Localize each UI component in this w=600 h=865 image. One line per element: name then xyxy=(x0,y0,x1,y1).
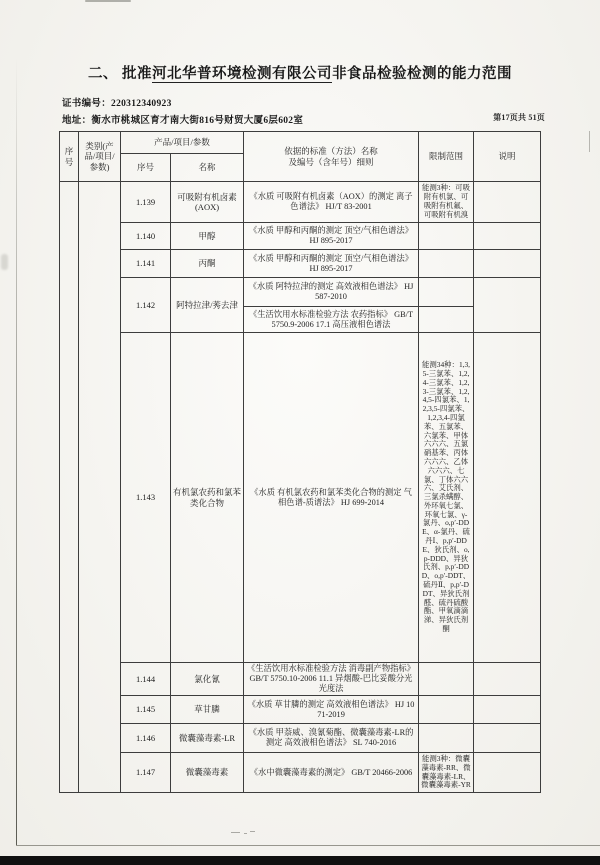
standard-cell: 《水质 可吸附有机卤素（AOX）的测定 离子色谱法》 HJ/T 83-2001 xyxy=(244,182,419,223)
seq-cell: 1.143 xyxy=(121,333,171,663)
certificate-number-label: 证书编号： xyxy=(62,99,112,109)
standard-cell: 《水质 阿特拉津的测定 高效液相色谱法》 HJ 587-2010 xyxy=(244,278,419,307)
seq-cell: 1.147 xyxy=(121,753,171,793)
table-row xyxy=(60,753,541,793)
scan-top-smudge xyxy=(85,0,131,2)
scan-bottom-page-edge xyxy=(16,845,600,846)
limit-cell xyxy=(419,250,474,278)
limit-cell xyxy=(419,663,474,696)
seq-cell: 1.141 xyxy=(121,250,171,278)
header-note: 说明 xyxy=(474,132,541,182)
table-header-row-1 xyxy=(60,132,541,154)
header-standard-line1: 依据的标准（方法）名称 xyxy=(284,146,378,156)
standard-cell: 《生活饮用水标准检验方法 消毒副产物指标》 GB/T 5750.10-2006 11.1 异烟酸-巴比妥酸分光光度法 xyxy=(244,663,419,696)
name-cell: 氯化氰 xyxy=(171,663,244,696)
name-cell: 可吸附有机卤素 (AOX) xyxy=(171,182,244,223)
seq-cell: 1.144 xyxy=(121,663,171,696)
table-row xyxy=(60,696,541,724)
scan-smudge xyxy=(1,254,8,270)
table-row xyxy=(60,724,541,753)
header-product-group: 产品/项目/参数 xyxy=(121,132,244,154)
limit-cell xyxy=(419,278,474,307)
capability-table xyxy=(59,131,541,793)
note-cell xyxy=(474,182,541,223)
address-value: 衡水市桃城区育才南大街816号财贸大厦6层602室 xyxy=(91,116,304,126)
title-prefix: 二、 批准 xyxy=(87,66,153,82)
limit-cell xyxy=(419,724,474,753)
seq-cell: 1.140 xyxy=(121,223,171,250)
body-seq-column-empty xyxy=(60,182,79,793)
limit-cell: 能测3种：可吸附有机氯、可吸附有机氟、可吸附有机溴 xyxy=(419,182,474,223)
header-standard xyxy=(244,132,419,182)
table-row xyxy=(60,333,541,663)
title-suffix: 非食品检验检测的能力范围 xyxy=(332,66,513,82)
note-cell xyxy=(474,278,541,333)
address-line xyxy=(62,112,303,126)
pencil-marks xyxy=(231,830,257,835)
note-cell xyxy=(474,333,541,663)
page-title xyxy=(0,62,600,83)
header-sub-seq: 序号 xyxy=(121,154,171,182)
limit-cell: 能测34种：1,3,5-三氯苯、1,2,4-三氯苯、1,2,3-三氯苯、1,2,4,5-四氯苯、1,2,3,5-四氯苯、1,2,3,4-四氯苯、五氯苯、六氯苯、甲体六六六、五氯硝基苯、丙体六六六、乙体六六六、七氯、丁体六六六、艾氏剂、三氯杀螨醇、外环氧七氯、环氧七氯、γ-氯丹、o,p′-DDE、α-氯丹、硫丹Ⅰ、p,p′-DDE、狄氏剂、o,p-DDD、异狄氏剂、p,p′-DDD、o,p′-DDT、硫丹Ⅱ、p,p′-DDT、异狄氏剂醛、硫丹硫酸酯、甲氧滴滴涕、异狄氏剂酮 xyxy=(419,333,474,663)
header-limit: 限制范围 xyxy=(419,132,474,182)
table-row xyxy=(60,278,541,307)
note-cell xyxy=(474,663,541,696)
seq-cell: 1.146 xyxy=(121,724,171,753)
page-number: 第17页共 51页 xyxy=(493,113,545,122)
limit-cell xyxy=(419,223,474,250)
scan-bottom-black-band xyxy=(0,856,600,865)
body-category-column-empty xyxy=(79,182,121,793)
standard-cell: 《水质 甲醇和丙酮的测定 顶空/气相色谱法》 HJ 895-2017 xyxy=(244,223,419,250)
title-company-name: 河北华普环境检测有限公司 xyxy=(152,66,333,82)
standard-cell: 《水质 有机氯农药和氯苯类化合物的测定 气相色谱-质谱法》 HJ 699-2014 xyxy=(244,333,419,663)
note-cell xyxy=(474,223,541,250)
note-cell xyxy=(474,250,541,278)
standard-cell: 《水质 草甘膦的测定 高效液相色谱法》 HJ 1071-2019 xyxy=(244,696,419,724)
seq-cell: 1.142 xyxy=(121,278,171,333)
standard-cell: 《水质 甲醇和丙酮的测定 顶空/气相色谱法》 HJ 895-2017 xyxy=(244,250,419,278)
name-cell: 微囊藻毒素-LR xyxy=(171,724,244,753)
scan-left-page-edge xyxy=(16,58,17,845)
standard-cell: 《水质 甲萘威、溴氰菊酯、微囊藻毒素-LR的测定 高效液相色谱法》 SL 740-2016 xyxy=(244,724,419,753)
table-row xyxy=(60,182,541,223)
name-cell: 有机氯农药和氯苯类化合物 xyxy=(171,333,244,663)
seq-cell: 1.139 xyxy=(121,182,171,223)
limit-cell: 能测3种：微囊藻毒素-RR、微囊藻毒素-LR、微囊藻毒素-YR xyxy=(419,753,474,793)
note-cell xyxy=(474,696,541,724)
table-row xyxy=(60,223,541,250)
name-cell: 阿特拉津/莠去津 xyxy=(171,278,244,333)
limit-cell xyxy=(419,696,474,724)
standard-cell: 《生活饮用水标准检验方法 农药指标》 GB/T 5750.9-2006 17.1 高压液相色谱法 xyxy=(244,307,419,333)
header-sub-name: 名称 xyxy=(171,154,244,182)
header-standard-line2: 及编号（含年号）细则 xyxy=(288,156,374,167)
name-cell: 微囊藻毒素 xyxy=(171,753,244,793)
seq-cell: 1.145 xyxy=(121,696,171,724)
address-label: 地址： xyxy=(62,116,92,126)
scan-streak xyxy=(589,131,590,152)
name-cell: 丙酮 xyxy=(171,250,244,278)
header-category: 类别(产品/项目/参数) xyxy=(79,132,121,182)
note-cell xyxy=(474,724,541,753)
table-row xyxy=(60,250,541,278)
table-row xyxy=(60,663,541,696)
certificate-number-value: 220312340923 xyxy=(111,99,172,109)
note-cell xyxy=(474,753,541,793)
name-cell: 甲醇 xyxy=(171,223,244,250)
certificate-number-line xyxy=(62,95,172,109)
limit-cell xyxy=(419,307,474,333)
header-seq: 序号 xyxy=(60,132,79,182)
standard-cell: 《水中微囊藻毒素的测定》 GB/T 20466-2006 xyxy=(244,753,419,793)
name-cell: 草甘膦 xyxy=(171,696,244,724)
